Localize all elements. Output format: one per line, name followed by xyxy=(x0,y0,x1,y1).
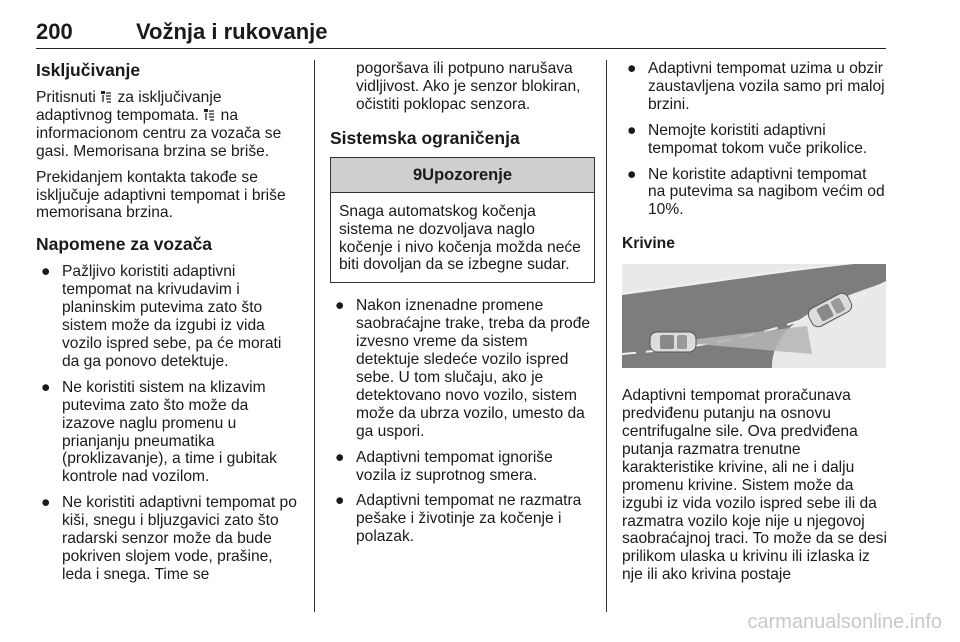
paragraph-switch-off: Pritisnuti za isključivanje adaptivnog tempomata. na informacionom centru za vozača se gasi. Memorisana brzina se briše. xyxy=(36,89,282,160)
column-1 xyxy=(36,60,298,592)
column-divider xyxy=(314,60,315,612)
list-item: ● Adaptivni tempomat ne razmatra pešake i životinje za kočenje i polazak. xyxy=(335,492,582,546)
column-3 xyxy=(622,60,888,592)
page-number: 200 xyxy=(36,19,73,44)
watermark: carmanualsonline.info xyxy=(747,611,942,633)
list-item: ● Pažljivo koristiti adaptivni tempomat na krivudavim i planinskim putevima zato što sistem može da izgubi iz vida vozilo ispred sebe, pa će morati da ga ponovo detektuje. xyxy=(41,263,282,370)
column-divider xyxy=(606,60,607,612)
heading-system-limits: Sistemska ograničenja xyxy=(330,127,520,148)
curve-illustration xyxy=(622,264,886,368)
bullet-icon: ● xyxy=(627,121,637,139)
bullet-icon: ● xyxy=(41,378,51,396)
column-2 xyxy=(330,60,595,554)
heading-driver-notes: Napomene za vozača xyxy=(36,234,213,255)
adaptive-cruise-icon xyxy=(203,108,216,121)
list-item: ● Nemojte koristiti adaptivni tempomat tokom vuče prikolice. xyxy=(627,121,868,157)
warning-box xyxy=(330,157,595,284)
list-item: ● Ne koristiti sistem na klizavim putevima zato što može da izazove naglu promenu u prianjanju pneumatika (proklizavanje), a time i gubitak kontrole nad vozilom. xyxy=(41,378,277,486)
heading-curves: Krivine xyxy=(622,235,675,253)
bullet-icon: ● xyxy=(627,60,637,77)
warning-text: Snaga automatskog kočenja sistema ne dozvoljava naglo kočenje i nivo kočenja možda neće biti dovoljan da se izbegne sudar. xyxy=(339,202,581,274)
paragraph-ignition: Prekidanjem kontakta takođe se isključuje adaptivni tempomat i briše memorisana brzina. xyxy=(36,168,286,222)
page-header xyxy=(36,8,886,49)
own-car-icon xyxy=(650,332,696,352)
adaptive-cruise-icon xyxy=(100,90,113,103)
list-item: ● Ne koristiti adaptivni tempomat po kiši, snegu i bljuzgavici zato što radarski senzor može da bude pokriven slojem vode, prašine, leda i snega. Time se xyxy=(41,494,297,583)
chapter-title: Vožnja i rukovanje xyxy=(136,19,328,44)
bullet-icon: ● xyxy=(627,165,637,183)
bullet-icon: ● xyxy=(41,263,51,281)
list-item: ● Ne koristite adaptivni tempomat na putevima sa nagibom većim od 10%. xyxy=(627,165,885,219)
warning-icon: 9 xyxy=(412,165,423,184)
list-item: ● Nakon iznenadne promene saobraćajne trake, treba da prođe izvesno vreme da sistem detektuje sledeće vozilo ispred sebe. U tom slučaju, ako je detektovano novo vozilo, sistem može da ubrza vozilo, umesto da ga uspori. xyxy=(335,297,591,440)
limits-list-continued xyxy=(622,60,888,219)
limits-list xyxy=(330,297,595,546)
list-item: ● Adaptivni tempomat ignoriše vozila iz suprotnog smera. xyxy=(335,448,553,484)
list-item: ● Adaptivni tempomat uzima u obzir zaustavljena vozila samo pri maloj brzini. xyxy=(627,60,885,113)
paragraph-curves: Adaptivni tempomat proračunava predviđenu putanju na osnovu centrifugalne sile. Ova predviđena putanja razmatra trenutne karakteristike krivine, ali ne i dalju promenu krivine. Sistem može da izgubi iz vida vozilo ispred sebe ili da razmatra vozilo koje nije u njegovoj saobraćajnoj traci. To može da se desi prilikom ulaska u krivinu ili izlaska iz nje ili ako krivina postaje xyxy=(622,387,887,584)
driver-notes-list xyxy=(36,263,298,583)
warning-title: Upozorenje xyxy=(422,165,513,184)
paragraph-continuation: pogoršava ili potpuno narušava vidljivost. Ako je senzor blokiran, očistiti poklopac senzora. xyxy=(356,60,581,113)
bullet-icon: ● xyxy=(335,492,345,510)
warning-header xyxy=(331,158,594,193)
bullet-icon: ● xyxy=(335,448,345,466)
bullet-icon: ● xyxy=(335,297,345,315)
heading-switch-off: Isključivanje xyxy=(36,60,141,80)
bullet-icon: ● xyxy=(41,494,51,512)
